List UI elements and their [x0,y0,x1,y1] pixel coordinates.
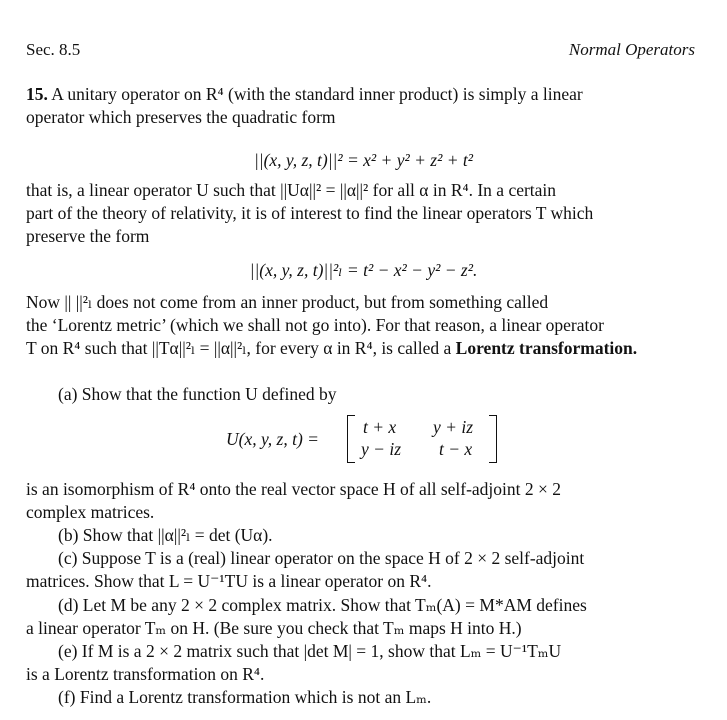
intro-line-2: operator which preserves the quadratic form [26,107,336,127]
part-c-line-2: matrices. Show that L = U⁻¹TU is a linear operator on R⁴. [26,571,432,591]
chapter-title: Normal Operators [568,40,695,59]
p2-line-1: that is, a linear operator U such that ||Uα||² = ||α||² for all α in R⁴. In a certain [26,180,557,200]
matrix-cell-12: y + iz [433,417,473,437]
part-d-line-1: (d) Let M be any 2 × 2 complex matrix. Show that Tₘ(A) = M*AM defines [58,595,587,615]
part-e [26,640,696,686]
equation-lorentz-norm: ||(x, y, z, t)||²ₗ = t² − x² − y² − z². [249,260,478,280]
part-f: (f) Find a Lorentz transformation which is not an Lₘ. [58,687,432,707]
isomorphism-line-1: is an isomorphism of R⁴ onto the real vector space H of all self-adjoint 2 × 2 [26,479,562,499]
matrix-cell-22: t − x [439,439,473,459]
paragraph-isomorphism [26,478,696,524]
matrix [347,415,497,463]
p3-line-1: Now || ||²ₗ does not come from an inner product, but from something called [26,292,549,312]
matrix-cell-21: y − iz [361,439,401,459]
right-bracket [489,415,497,463]
part-e-line-1: (e) If M is a 2 × 2 matrix such that |det M| = 1, show that Lₘ = U⁻¹TₘU [58,641,562,661]
p3-line-2: the ‘Lorentz metric’ (which we shall not go into). For that reason, a linear operator [26,315,604,335]
part-c-line-1: (c) Suppose T is a (real) linear operator on the space H of 2 × 2 self-adjoint [58,548,585,568]
part-a: (a) Show that the function U defined by [58,384,337,404]
matrix-label: U(x, y, z, t) = [226,429,319,449]
equation-euclidean-norm: ||(x, y, z, t)||² = x² + y² + z² + t² [253,150,474,170]
part-c [26,547,696,593]
problem-number: 15. [26,84,48,104]
part-d [26,594,696,640]
intro-line-1: A unitary operator on R⁴ (with the standard inner product) is simply a linear [51,84,583,104]
p3-line-3: T on R⁴ such that ||Tα||²ₗ = ||α||²ₗ, for every α in R⁴, is called a [26,338,452,358]
left-bracket [347,415,355,463]
paragraph-lorentz-definition [26,291,696,360]
page-header [26,38,695,62]
exercise-intro [26,83,696,129]
lorentz-transformation-term: Lorentz transformation. [455,338,638,358]
p2-line-2: part of the theory of relativity, it is of interest to find the linear operators T which [26,203,594,223]
paragraph-preserve-form [26,179,696,248]
part-d-line-2: a linear operator Tₘ on H. (Be sure you check that Tₘ maps H into H.) [26,618,522,638]
matrix-cell-11: t + x [363,417,397,437]
isomorphism-line-2: complex matrices. [26,502,155,522]
part-e-line-2: is a Lorentz transformation on R⁴. [26,664,265,684]
section-label: Sec. 8.5 [26,40,81,59]
part-b: (b) Show that ||α||²ₗ = det (Uα). [58,525,273,545]
p2-line-3: preserve the form [26,226,150,246]
